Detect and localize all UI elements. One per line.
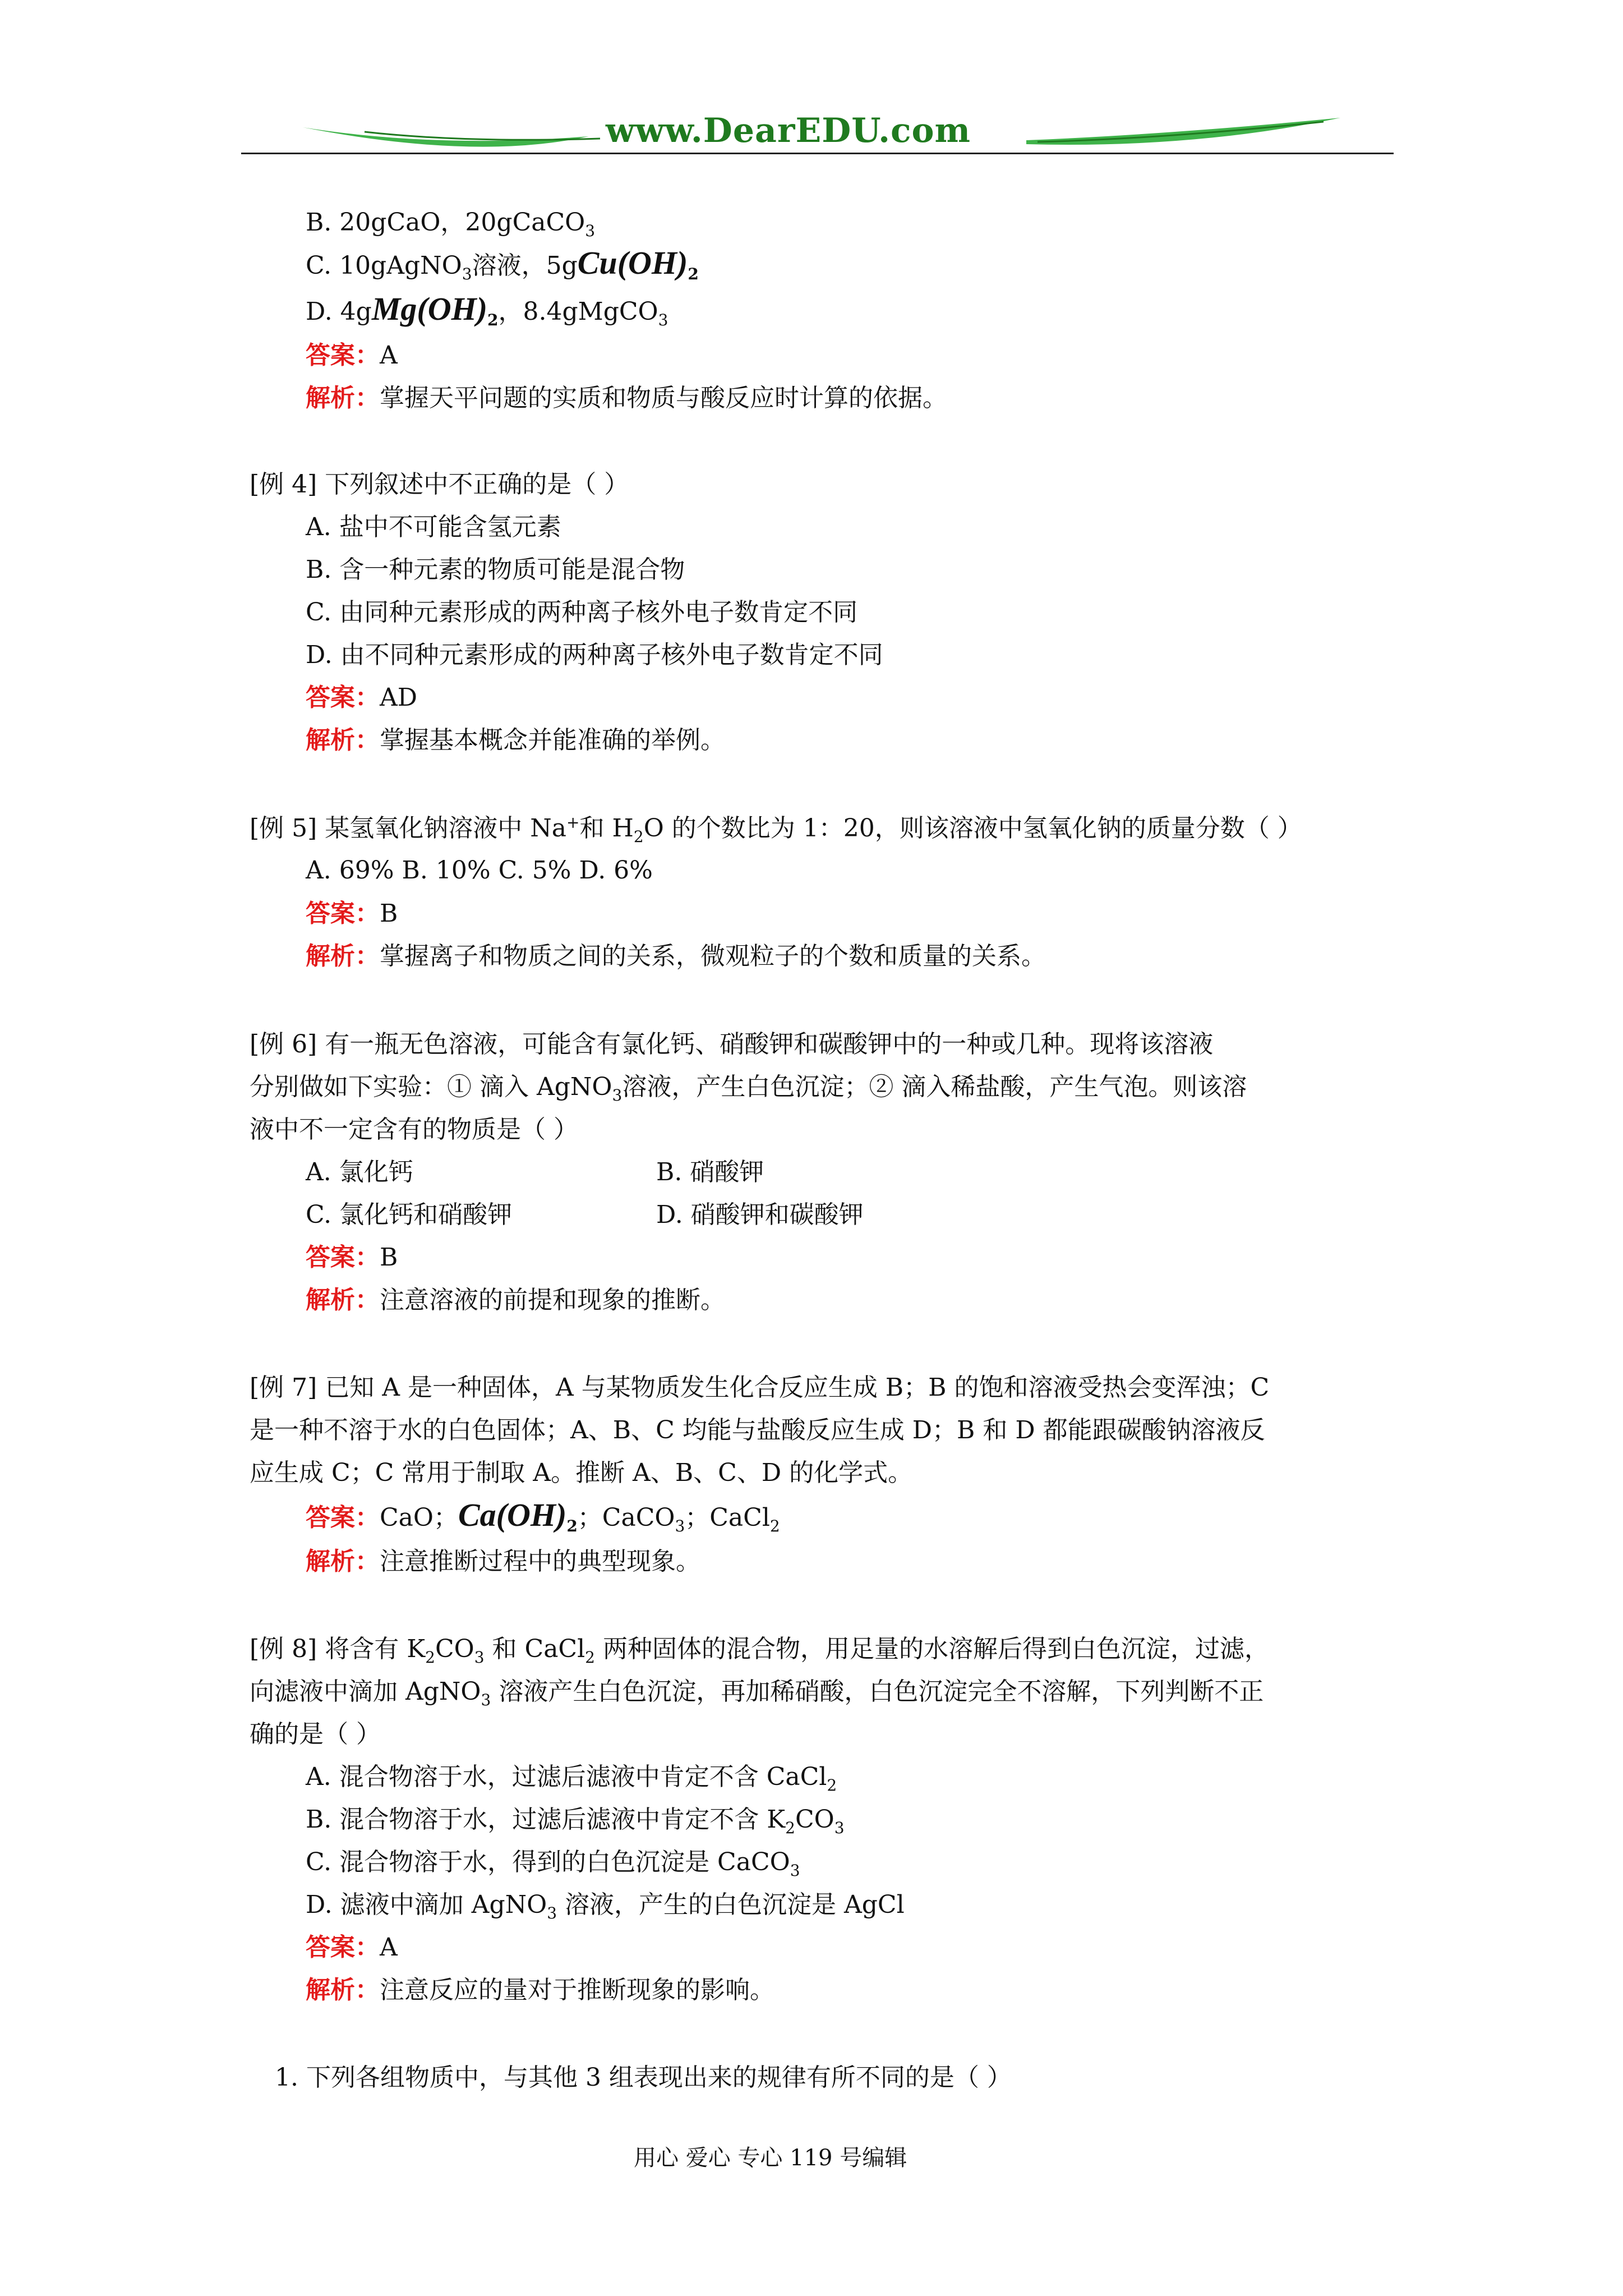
q5-answer: 答案：B (306, 899, 398, 928)
q7-analysis: 解析：注意推断过程中的典型现象。 (306, 1547, 700, 1576)
q6-stem-line2: 分别做如下实验：① 滴入 AgNO$_3$溶液，产生白色沉淀；② 滴入稀盐酸，产生气泡。则该溶 (250, 1073, 1247, 1105)
page-footer: 用心 爱心 专心 119 号编辑 (634, 2145, 907, 2171)
q7-stem-line2: 是一种不溶于水的白色固体；A、B、C 均能与盐酸反应生成 D；B 和 D 都能跟碳酸钠溶液反 (250, 1416, 1265, 1444)
q4-option-a: A. 盐中不可能含氢元素 (306, 513, 561, 541)
q6-analysis: 解析：注意溶液的前提和现象的推断。 (306, 1286, 725, 1314)
q3-analysis: 解析：掌握天平问题的实质和物质与酸反应时计算的依据。 (306, 384, 947, 412)
q4-option-d: D. 由不同种元素形成的两种离子核外电子数肯定不同 (306, 641, 883, 669)
q6-option-b: B. 硝酸钾 (656, 1158, 764, 1186)
q4-answer: 答案：AD (306, 683, 418, 712)
q5-stem: [例 5] 某氢氧化钠溶液中 Na+和 $H_2O$ 的个数比为 1：20，则该溶液中氢氧化钠的质量分数（ ） (250, 813, 1302, 846)
q7-stem-line3: 应生成 C；C 常用于制取 A。推断 A、B、C、D 的化学式。 (250, 1458, 913, 1487)
q3-answer: 答案：A (306, 341, 398, 370)
header-logo-text: www.DearEDU.com (606, 111, 971, 150)
q8-stem-line3: 确的是（ ） (250, 1720, 381, 1749)
header-rule (241, 153, 1394, 154)
q8-option-d: D. 滤液中滴加 AgNO$_3$ 溶液，产生的白色沉淀是 AgCl (306, 1890, 905, 1922)
q4-analysis: 解析：掌握基本概念并能准确的举例。 (306, 726, 725, 754)
q6-stem-line3: 液中不一定含有的物质是（ ） (250, 1115, 578, 1144)
q6-option-c: C. 氯化钙和硝酸钾 (306, 1200, 513, 1229)
exercise-1-stem: 1. 下列各组物质中，与其他 3 组表现出来的规律有所不同的是（ ） (275, 2063, 1012, 2092)
q6-answer: 答案：B (306, 1243, 398, 1272)
q4-stem: [例 4] 下列叙述中不正确的是（ ） (250, 470, 629, 499)
q3-option-c: C. 10gAgNO$_3$溶液，$5gCu(OH)_2$ (306, 245, 699, 283)
q4-option-b: B. 含一种元素的物质可能是混合物 (306, 555, 685, 584)
q4-option-c: C. 由同种元素形成的两种离子核外电子数肯定不同 (306, 598, 858, 627)
q8-option-a: A. 混合物溶于水，过滤后滤液中肯定不含 CaCl$_2$ (306, 1763, 837, 1795)
q8-analysis: 解析：注意反应的量对于推断现象的影响。 (306, 1976, 774, 2004)
q6-option-a: A. 氯化钙 (306, 1158, 413, 1186)
q5-analysis: 解析：掌握离子和物质之间的关系，微观粒子的个数和质量的关系。 (306, 942, 1046, 970)
q8-stem-line2: 向滤液中滴加 AgNO$_3$ 溶液产生白色沉淀，再加稀硝酸，白色沉淀完全不溶解，下列判断不正 (250, 1677, 1264, 1709)
q7-answer: 答案：CaO；$Ca(OH)_2$；CaCO$_3$；CaCl$_2$ (306, 1497, 780, 1535)
q8-answer: 答案：A (306, 1933, 398, 1962)
q6-stem-line1: [例 6] 有一瓶无色溶液，可能含有氯化钙、硝酸钾和碳酸钾中的一种或几种。现将该溶液 (250, 1030, 1214, 1059)
q3-option-b: B. 20gCaO，20gCaCO$_3$ (306, 208, 596, 240)
q8-option-b: B. 混合物溶于水，过滤后滤液中肯定不含 $K_2CO_3$ (306, 1805, 845, 1837)
q8-option-c: C. 混合物溶于水，得到的白色沉淀是 CaCO$_3$ (306, 1848, 800, 1880)
q7-stem-line1: [例 7] 已知 A 是一种固体，A 与某物质发生化合反应生成 B；B 的饱和溶液受热会变浑浊；C (250, 1373, 1270, 1402)
q3-option-d: D. $4gMg(OH)_2$，8.4gMgCO$_3$ (306, 291, 668, 329)
q8-stem-line1: [例 8] 将含有 $K_2CO_3$ 和 CaCl$_2$ 两种固体的混合物，用足量的水溶解后得到白色沉淀，过滤， (250, 1635, 1269, 1667)
q5-options: A. 69% B. 10% C. 5% D. 6% (306, 856, 653, 885)
q6-option-d: D. 硝酸钾和碳酸钾 (656, 1200, 864, 1229)
